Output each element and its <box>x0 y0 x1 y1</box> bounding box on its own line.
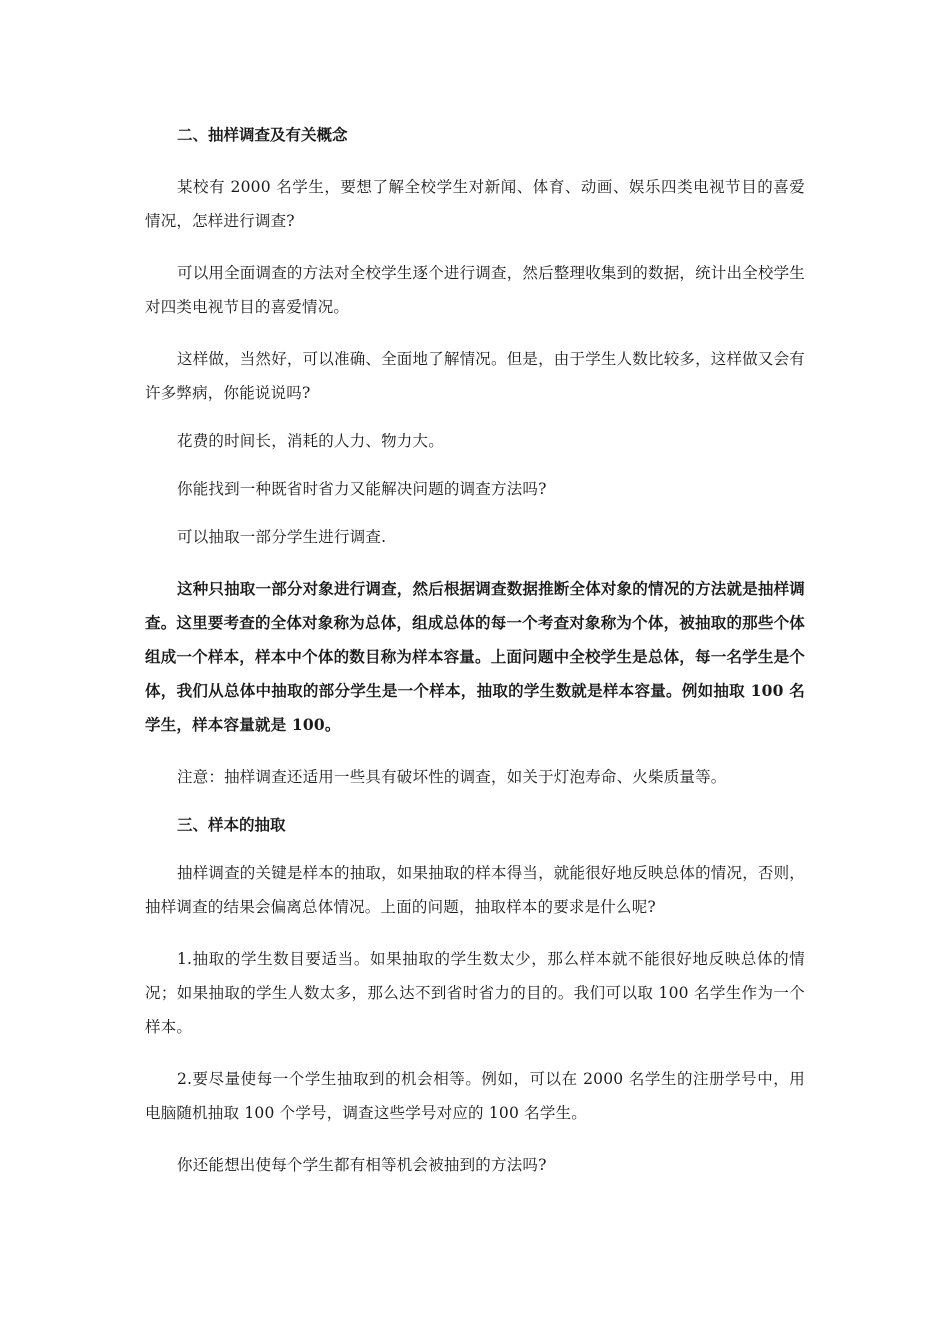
paragraph-method-question: 你能找到一种既省时省力又能解决问题的调查方法吗? <box>177 480 547 498</box>
document-page <box>145 118 805 1182</box>
paragraph-school-survey: 某校有 2000 名学生，要想了解全校学生对新闻、体育、动画、娱乐四类电视节目的喜爱情况，怎样进行调查? <box>145 178 805 230</box>
paragraph-note: 注意：抽样调查还适用一些具有破坏性的调查，如关于灯泡寿命、火柴质量等。 <box>177 768 727 786</box>
paragraph-partial-sampling: 可以抽取一部分学生进行调查. <box>177 528 387 546</box>
paragraph-sample-key: 抽样调查的关键是样本的抽取，如果抽取的样本得当，就能很好地反映总体的情况，否则，抽样调查的结果会偏离总体情况。上面的问题，抽取样本的要求是什么呢? <box>145 864 806 916</box>
paragraph-drawbacks-question: 这样做，当然好，可以准确、全面地了解情况。但是，由于学生人数比较多，这样做又会有许多弊病，你能说说吗? <box>145 350 806 402</box>
section-2-title: 二、抽样调查及有关概念 <box>177 125 348 144</box>
paragraph-rule-2: 2.要尽量使每一个学生抽取到的机会相等。例如，可以在 2000 名学生的注册学号中，用电脑随机抽取 100 个学号，调查这些学号对应的 100 名学生。 <box>145 1070 805 1122</box>
paragraph-rule-1: 1.抽取的学生数目要适当。如果抽取的学生数太少，那么样本就不能很好地反映总体的情况；如果抽取的学生人数太多，那么达不到省时省力的目的。我们可以取 100 名学生作为一个样本。 <box>145 950 805 1036</box>
paragraph-cost: 花费的时间长，消耗的人力、物力大。 <box>177 432 444 450</box>
paragraph-full-survey: 可以用全面调查的方法对全校学生逐个进行调查，然后整理收集到的数据，统计出全校学生对四类电视节目的喜爱情况。 <box>145 264 806 316</box>
paragraph-sampling-definition: 这种只抽取一部分对象进行调查，然后根据调查数据推断全体对象的情况的方法就是抽样调查。这里要考查的全体对象称为总体，组成总体的每一个考查对象称为个体，被抽取的那些个体组成一个样本，样本中个体的数目称为样本容量。上面问题中全校学生是总体，每一名学生是个体，我们从总体中抽取的部分学生是一个样本，抽取的学生数就是样本容量。例如抽取 100 名学生，样本容量就是 100。 <box>145 579 806 734</box>
paragraph-final-question: 你还能想出使每个学生都有相等机会被抽到的方法吗? <box>177 1156 547 1174</box>
section-3-title: 三、样本的抽取 <box>177 815 286 834</box>
